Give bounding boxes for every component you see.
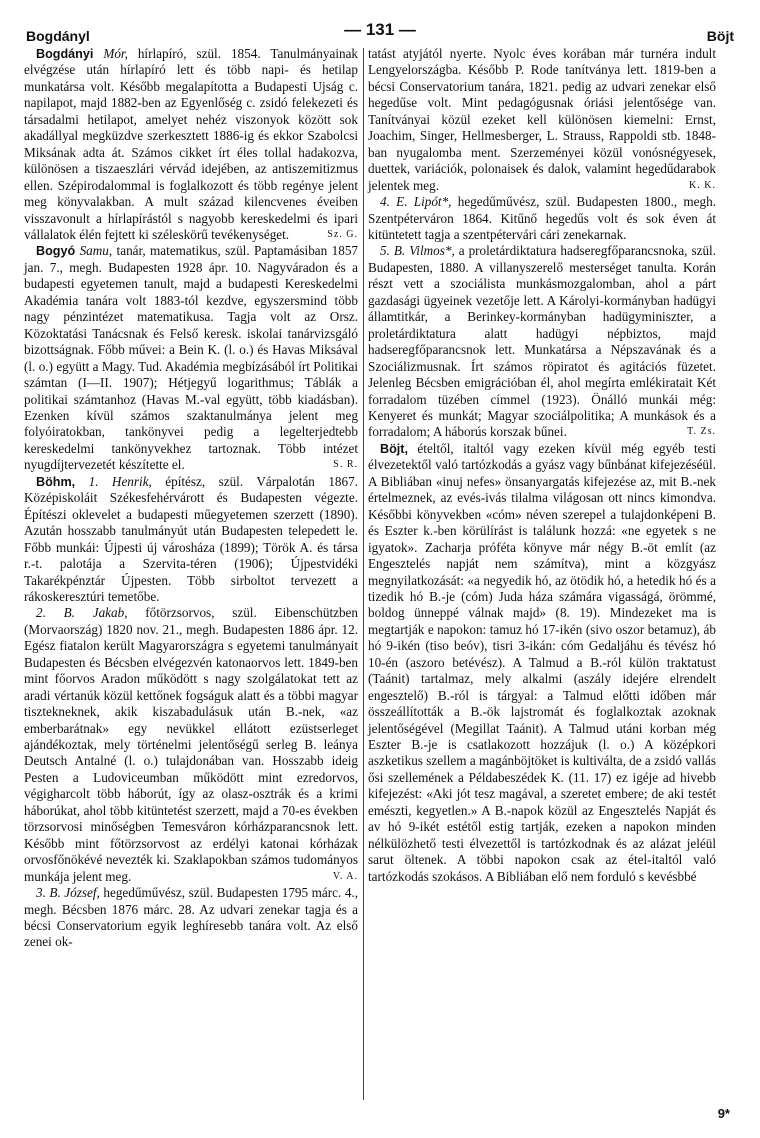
entry xyxy=(24,885,358,951)
entry-text: a proletárdiktatura hadseregfőparancsnoka, szül. Budapesten, 1880. A villanyszerelő mesterséget tanulta. Korán részt vett a szociálista munkásmozgalomban, ahol a párt gazdasági ügyeinek vezetője lett. A Károlyi-kormányban hadügyi államtitkár, a Berinkey-kormányban hadügyminiszter, a proletárdiktatura alatt hadügyi népbiztos, majd hadseregfőparancsnok lett. Munkatársa a Népszavának és a Szociálizmusnak. Írt számos röpiratot és agitációs füzetet. Jelenleg Bécsben emigrációban él, ahol megírta emlékiratait Két forradalom tüzében címmel (1923). Önálló munkái még: Kenyeret és munkát; Magyar szociálpolitika; A munkások és a forradalom; A háborús korszak bűnei. xyxy=(368,243,716,440)
entry-name: 3. B. József, xyxy=(36,885,100,901)
entry xyxy=(24,474,358,606)
entry xyxy=(368,441,716,885)
entry-text: főtörzsorvos, szül. Eibenschützben (Morvaország) 1820 nov. 21., megh. Budapesten 1886 ápr. 12. Egész fiatalon került Magyarországra s egyetemi tanulmányait Budapesten és Bécsben elvégezvén katonaorvos lett. 1849-ben mint főorvos Aradon működött s nagy szolgálatokat tett az aradi vértanúk közül kettőnek fogságuk alatt és a többi magyar tisztekneknek, akik kiszabadulásuk után B.-nek, «az emberbarátnak» egy nevükkel ellátott ezüstserleget ajándékoztak, mely történelmi jelentőségű serleg B. leánya Deutsch Antalné (l. o.) tulajdonában van. Hosszabb ideig Pesten a Ludoviceumban működött mint ezredorvos, végigharcolt több háborút, így az olasz-osztrák és a krimi háborúkat, ahol több kitüntetést szerzett, majd a 70-es években törzsorvosi minőségben Temesváron kórházparancsnok lett. Később mint főtörzsorvost az erdélyi katonai kórházak orvosfőnökévé nevezték ki. Szaklapokban számos tudományos munkája jelent meg. xyxy=(24,605,358,884)
entry-text: ételtől, italtól vagy ezeken kívül még egyéb testi élvezetektől való tartózkodás a gyász vagy bűnbánat kifejezéséül. A Bibliában «inuj nefes» önsanyargatás kifejezése az, mit B.-nek értelmeznek, az evés-ivás tilalma világosan ott nincs kimondva. Későbbi könyvekben «cóm» néven szerepel a tulajdonképeni B. és Eszter k.-ben körülírást is találunk hozzá: «ne egyetek s ne igyatok». Zacharja próféta könyve már négy B.-öt említ (az Engesztelés napját nem számítva), mint a közgyász megnyilatkozását: «a negyedik hó, az ötödik hó, a hetedik hó és a tizedik hó B.-je (cóm) Juda háza számára vigasságá, örömmé, boldog ünneppé válnak majd» (8. 19). Mindezeket ma is megtartják e napokon: tamuz hó 17-ikén (sivo oszor betamuz), áb hó 9-ikén (tiso beóv), tisri 3-ikán: cóm Gedaljáhu és tévész hó 10-én (aszoro betévész). A Talmud a B.-ról külön traktatust (Taánit) tartalmaz, mely alkalmi (aszály idejére elrendelt engesztelő) B.-ról is tárgyal: a Talmud előtti időben már összeállították a B.-ök lajstromát és foglalkoztak azoknak jelentőségével (Megillat Taánit). A Talmud utáni korban még Eszter B.-je is csatlakozott hozzájuk (l. o.) A középkori aszketikus szellem a magánböjtöket is kultiválta, de a zsidó vallás ősi szellemének a Példabeszédek K. (11. 17) ez igéje ad hivebb kifejezést: «Aki jót tesz magával, a szeretet embere; de aki testét emészti, kegyetlen.» A B.-napok közül az Engesztelés Napját és av hó 9-ikét estétől estig tartják, ezeken a napokon minden nélkülözhető testi élvezettől is tartózkodnak és az alázat jeléül sarut öltenek. A többi napokon csak az étel-italtól való tartózkodás szokásos. A Bibliában elő nem forduló s kevésbbé xyxy=(368,440,716,884)
entry-text: tatást atyjától nyerte. Nyolc éves korában már turnéra indult Lengyelországba. Később P. Rode tanítványa lett. 1819-ben a bécsi Conservatorium tanára, 1821. pedig az udvari zenekar első hegedűse volt. Mint pedagógusnak óriási jelentősége van. Tanítványai közül ezeket kell különösen kiemelni: Ernst, Joachim, Singer, Hellmesberger, L. Strauss, Rappoldi stb. 1848-ban nyugalomba ment. Szerzeményei közül vonósnégyesek, duettek, variációk, polonaisek és dalok, valamint hegedűdarabok jelentek meg. xyxy=(368,46,716,193)
entry-name: 2. B. Jakab, xyxy=(36,605,128,621)
printer-signature: 9* xyxy=(717,1106,730,1121)
entry-signature: K. K. xyxy=(689,179,716,191)
entry-signature: V. A. xyxy=(332,870,358,882)
entry-signature: Sz. G. xyxy=(327,228,358,240)
entry-name: Mór, xyxy=(103,46,128,61)
left-column xyxy=(24,46,358,951)
entry-text: tanár, matematikus, szül. Paptamásiban 1857 jan. 7., megh. Budapesten 1928 ápr. 10. Nagyváradon és a budapesti egyetemen tanult, majd a budapesti Kereskedelmi Akadémia tanára volt 1883-tól kezdve, egyszersmind több nagy pénzintézet matematikusa. Tagja volt az Orsz. Közoktatási Tanácsnak és Felső keresk. iskolai tanárvizsgáló bizottságnak. Főbb művei: a Bein K. (l. o.) és Havas Miksával (l. o.) együtt a Magy. Tud. Akadémia megbízásából írt Politikai számtan (I—II. 1907); Hétjegyű logarithmus; Táblák a politikai számtanhoz (Havas M.-val együtt, több kiadásban). Ezenken kívül számos szaktanulmánya jelent meg folyóiratokban, tankönyvei pedig a legelterjedtebb kereskedelmi tankönyvekhez tartoznak. Több intézet nyugdíjtervezetét készítette el. xyxy=(24,243,359,473)
column-divider xyxy=(363,48,364,1100)
entry xyxy=(368,243,716,440)
entry xyxy=(368,194,716,243)
page-header xyxy=(26,20,734,46)
entry-text: hegedűművész, szül. Budapesten 1795 márc. 4., megh. Bécsben 1876 márc. 28. Az udvari zenekar tagja és a bécsi Conservatorium egyik leghíresebb tanára volt. Az első zenei ok- xyxy=(24,885,359,950)
entry-name: 5. B. Vilmos*, xyxy=(380,243,455,259)
entry xyxy=(24,243,358,473)
entry-text: építész, szül. Várpalotán 1867. Középiskoláit Székesfehérvárott és Budapesten végezte. Építészi oklevelet a budapesti műegyetemen szerzett (1890). Azután hosszabb tanulmányút után Budapesten telepedett le. Főbb munkái: Újpesti új városháza (1899); Török A. és társa r.-t. palotája a Szervita-téren (1906); Újpestvidéki Takarékpénztár Újpesten. Több sirboltot tervezett a rákoskeresztúri temetőbe. xyxy=(24,473,358,604)
header-right-keyword: Böjt xyxy=(706,28,734,44)
entry-headword: Böhm, xyxy=(36,474,76,489)
header-left-keyword: Bogdányl xyxy=(26,28,90,44)
entry-name: 1. Henrik, xyxy=(88,473,152,489)
entry-headword: Bogyó xyxy=(36,244,76,259)
entry-continuation xyxy=(368,46,716,194)
entry-text: hírlapíró, szül. 1854. Tanulmányainak elvégzése után hírlapíró lett és több napi- és hetilap munkatársa volt. Később megalapította a Budapesti Ujság c. napilapot, majd 1882-ben az Egyenlőség c. zsidó felekezeti és társadalmi hetilapot, amelyet nehéz viszonyok között sok akadállyal megküzdve szerkesztett 1886-ig és ekkor Szabolcsi Miksának adta át. Számos cikket írt éles tollal hadakozva, különösen a tiszaeszlári vérvád idejében, az antiszemitizmus ellen. Szépirodalommal is foglalkozott és több regénye jelent meg könyvalakban. A mult század kilencvenes éveiben visszavonult a hírlapírástól s nagyobb kereskedelmi és ipari vállalatok élén fejtett ki széleskörű tevékenységet. xyxy=(24,46,359,242)
page-number: — 131 — xyxy=(344,20,416,39)
entry-name: 4. E. Lipót*, xyxy=(380,194,452,210)
entry-signature: T. Zs. xyxy=(687,426,716,438)
right-column xyxy=(368,46,716,885)
entry-name: Samu, xyxy=(79,243,113,259)
entry-headword: Böjt, xyxy=(380,441,408,456)
entry-signature: S. R. xyxy=(333,459,358,471)
entry-text: hegedűművész, szül. Budapesten 1800., megh. Szentpéterváron 1864. Kitűnő hegedűs volt és sok éven át kitüntetett tagja a szentpétervári cári zenekarnak. xyxy=(368,194,717,242)
entry xyxy=(24,46,358,243)
entry-headword: Bogdányi xyxy=(36,47,94,61)
entry xyxy=(24,605,358,885)
